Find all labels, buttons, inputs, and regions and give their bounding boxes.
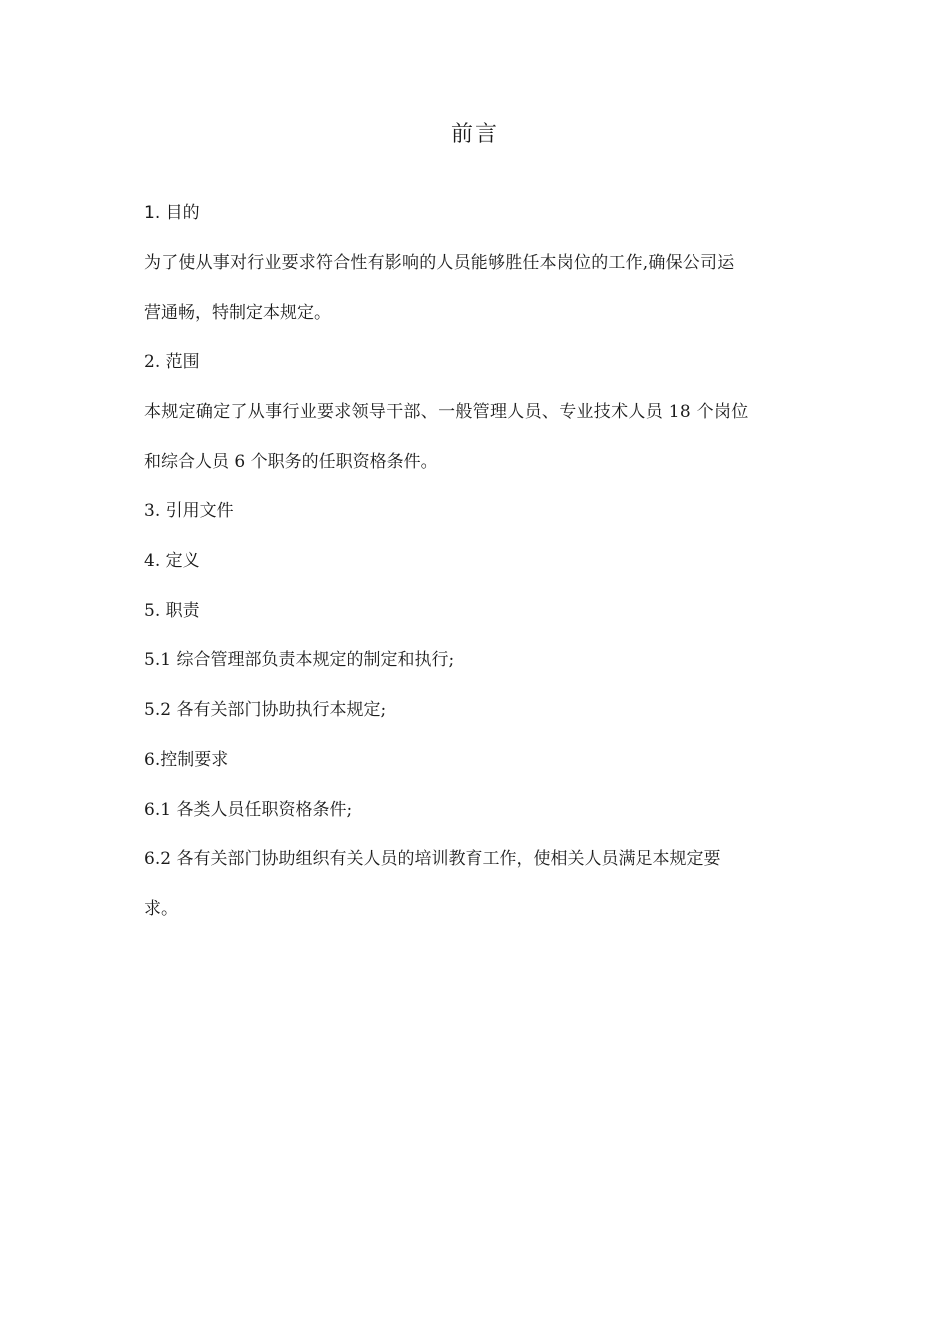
section-heading-purpose: 1. 目的 [144, 203, 200, 223]
section-heading-references: 3. 引用文件 [144, 501, 234, 521]
paragraph-purpose-line-2: 营通畅，特制定本规定。 [144, 303, 331, 323]
paragraph-scope-line-2: 和综合人员 6 个职务的任职资格条件。 [144, 452, 438, 472]
page-title: 前言 [450, 122, 499, 147]
section-heading-control-requirements: 6.控制要求 [144, 750, 229, 770]
list-item-5-1: 5.1 综合管理部负责本规定的制定和执行; [144, 650, 455, 670]
section-heading-definitions: 4. 定义 [144, 551, 200, 571]
list-item-6-2-line-2: 求。 [144, 899, 178, 919]
list-item-6-2-line-1: 6.2 各有关部门协助组织有关人员的培训教育工作，使相关人员满足本规定要 [144, 849, 721, 869]
paragraph-purpose-line-1: 为了使从事对行业要求符合性有影响的人员能够胜任本岗位的工作,确保公司运 [144, 253, 735, 273]
list-item-6-1: 6.1 各类人员任职资格条件; [144, 800, 353, 820]
section-heading-responsibilities: 5. 职责 [144, 601, 200, 621]
list-item-5-2: 5.2 各有关部门协助执行本规定; [144, 700, 387, 720]
paragraph-scope-line-1: 本规定确定了从事行业要求领导干部、一般管理人员、专业技术人员 18 个岗位 [144, 402, 749, 422]
section-heading-scope: 2. 范围 [144, 352, 200, 372]
